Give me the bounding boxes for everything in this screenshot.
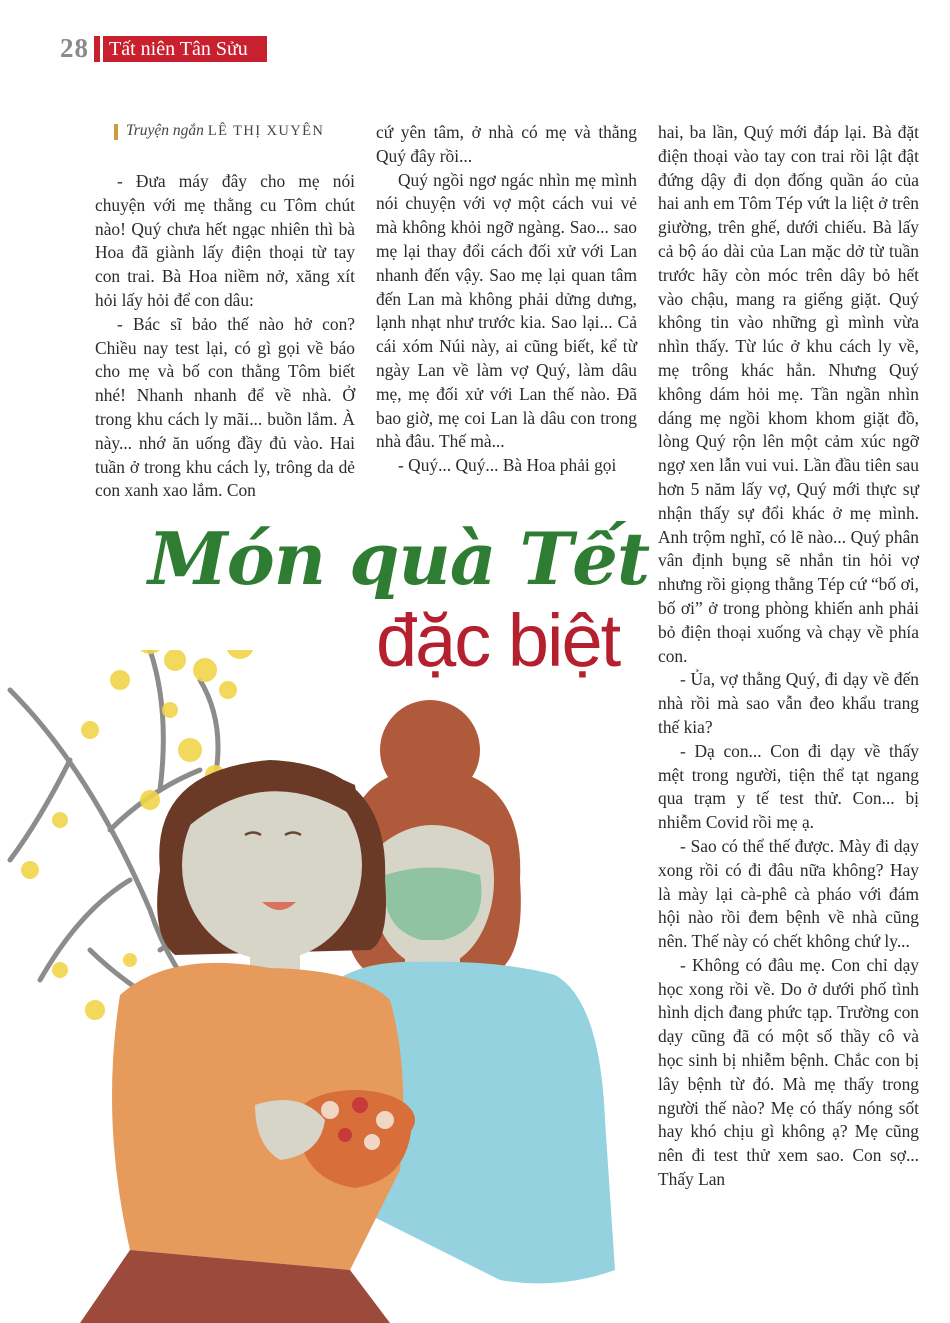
paragraph: - Quý... Quý... Bà Hoa phải gọi [398, 455, 617, 476]
page-number: 28 [60, 33, 89, 63]
article-column-2 [376, 121, 637, 478]
byline [114, 122, 324, 140]
mother-figure [80, 760, 403, 1323]
paragraph: - Ủa, vợ thằng Quý, đi dạy về đến nhà rồi mà sao vẫn đeo khẩu trang thế kia? [658, 669, 919, 737]
byline-label: Truyện ngắn [126, 122, 204, 139]
section-title: Tất niên Tân Sửu [103, 36, 267, 62]
paragraph: - Dạ con... Con đi dạy về thấy mệt trong người, tiện thể tạt ngang qua trạm y tế test thử. Con... bị nhiễm Covid rồi mẹ ạ. [658, 740, 919, 833]
paragraph: - Sao có thể thế được. Mày đi dạy xong rồi có đi đâu nữa không? Hay là mày lại cà-phê cà pháo với đám hội nào rồi đem bệnh về nhà cũng nên. Thế này có chết không chứ ly... [658, 835, 919, 952]
byline-author: LÊ THỊ XUYÊN [207, 123, 325, 139]
paragraph: - Đưa máy đây cho mẹ nói chuyện với mẹ thằng cu Tôm chút nào! Quý chưa hết ngạc nhiên thì bà Hoa đã giành lấy điện thoại từ tay con trai. Bà Hoa niềm nở, xăng xít hỏi lấy hỏi để con dâu: [95, 171, 355, 310]
story-title-line-1: Món quà Tết [148, 516, 650, 601]
paragraph: cứ yên tâm, ở nhà có mẹ và thằng Quý đây rồi... [376, 122, 637, 166]
paragraph: - Không có đâu mẹ. Con chỉ dạy học xong rồi về. Do ở dưới phố tình hình dịch đang phức tạp. Trường con dạy cũng đã có một số thầy cô và học sinh bị nhiễm bệnh. Chắc con bị lây bệnh từ đó. Mà mẹ thấy trong người thế nào? Mẹ có thấy nóng sốt hay khó chịu gì không ạ? Mẹ cũng nên đi test thử xem sao. Con sợ... Thấy Lan [658, 954, 919, 1190]
paragraph: hai, ba lần, Quý mới đáp lại. Bà đặt điện thoại vào tay con trai rồi lật đật đứng dậy đi dọn đống quần áo của hai anh em Tôm Tép vứt la liệt ở trên giường, trên ghế, dưới chiếu. Bà lấy cả bộ áo dài của Lan mặc dở từ tuần trước hãy còn móc trên dây bỏ hết vào chậu, mang ra giếng giặt. Quý không tin vào những gì mình vừa nhìn thấy. Từ lúc ở khu cách ly về, mẹ trông khác hẳn. Nhưng Quý không dám hỏi mẹ. Tần ngần nhìn dáng mẹ ngồi khom khom giặt đồ, lòng Quý rộn lên một cảm xúc ngỡ ngợ xen lẫn vui vui. Lần đầu tiên sau hơn 5 năm lấy vợ, Quý mới thực sự nhận thấy sự đổi khác ở mẹ mình. Anh trộm nghĩ, có lẽ nào... Quý phân vân định bụng sẽ nhắn tin hỏi vợ nhưng rồi giọng thằng Tép cứ “bố ơi, bố ơi” ở trong phòng khiến anh phải bỏ điện thoại xuống và chạy về phía con. [658, 122, 919, 666]
story-illustration [0, 650, 640, 1323]
section-bar [94, 36, 100, 62]
paragraph: Quý ngồi ngơ ngác nhìn mẹ mình nói chuyện với vợ một cách vui vẻ mà không khỏi ngỡ ngàng. Sao... sao mẹ lại thay đổi cách đối xử với Lan nhanh đến vậy. Sao mẹ lại quan tâm đến Lan mà không phải dửng dưng, lạnh nhạt như trước kia. Sao lại... Cả cái xóm Núi này, ai cũng biết, kể từ ngày Lan về làm vợ Quý, làm dâu mẹ, mẹ đối xử với Lan thế nào. Đã bao giờ, mẹ coi Lan là dâu con trong nhà đâu. Thế mà... [376, 169, 637, 452]
paragraph: - Bác sĩ bảo thế nào hở con? Chiều nay test lại, có gì gọi về báo cho mẹ và bố con thằng Tôm biết nhé! Nhanh nhanh để về nhà. Ở trong khu cách ly mãi... buồn lắm. À này... nhớ ăn uống đầy đủ vào. Hai tuần ở trong khu cách ly, trông da dẻ con xanh xao lắm. Con [95, 313, 355, 501]
story-title-line-2: đặc biệt [376, 599, 620, 682]
article-column-1 [95, 170, 355, 503]
article-column-3 [658, 121, 919, 1192]
